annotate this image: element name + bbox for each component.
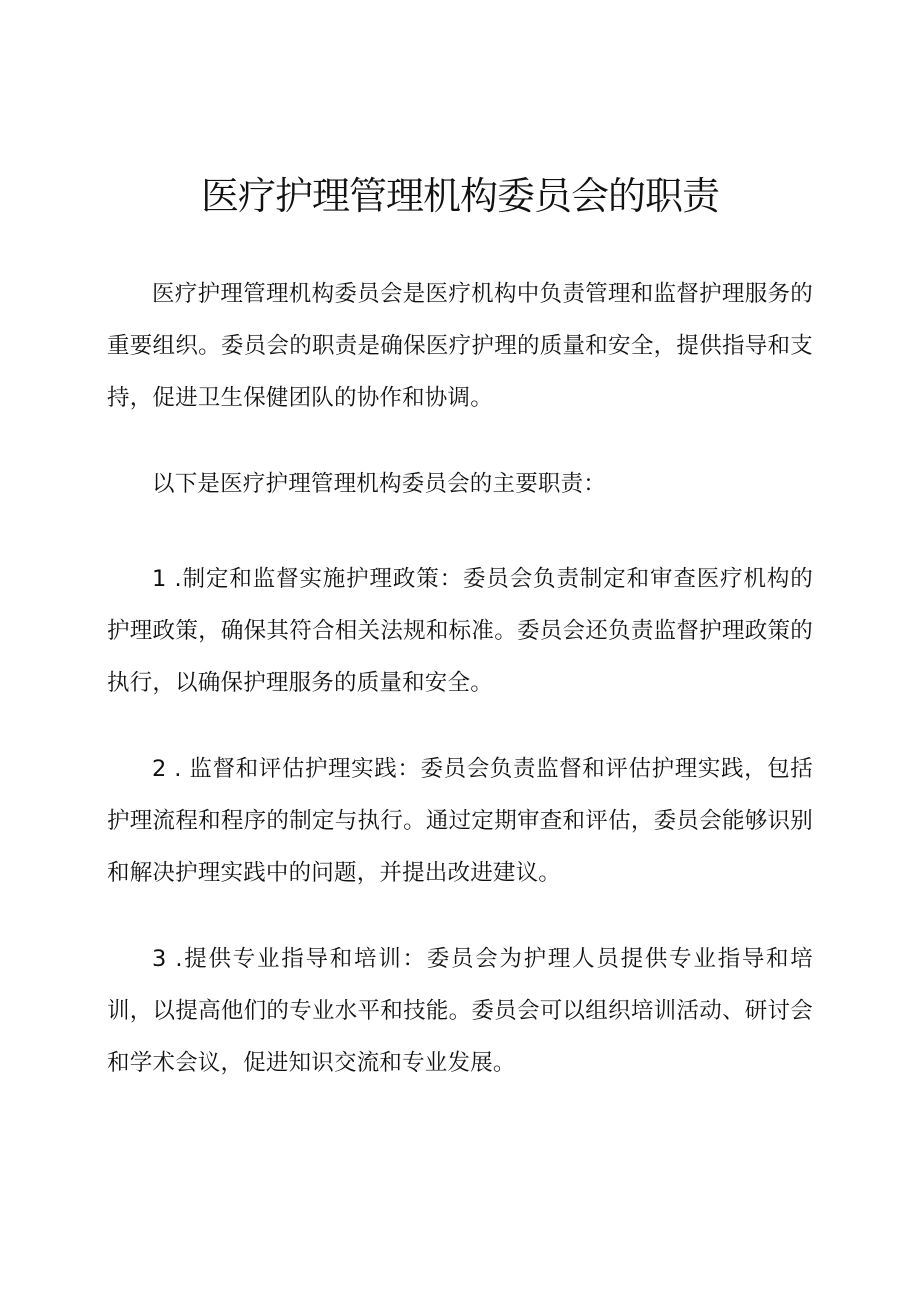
page-title: 医疗护理管理机构委员会的职责 [200,174,719,218]
list-item-1: 1 .制定和监督实施护理政策：委员会负责制定和审查医疗机构的护理政策，确保其符合相关法规和标准。委员会还负责监督护理政策的执行，以确保护理服务的质量和安全。 [107,566,813,696]
list-item-3: 3 .提供专业指导和培训：委员会为护理人员提供专业指导和培训，以提高他们的专业水平和技能。委员会可以组织培训活动、研讨会和学术会议，促进知识交流和专业发展。 [107,946,813,1076]
intro-paragraph: 医疗护理管理机构委员会是医疗机构中负责管理和监督护理服务的重要组织。委员会的职责是确保医疗护理的质量和安全，提供指导和支持，促进卫生保健团队的协作和协调。 [107,281,813,411]
lead-paragraph: 以下是医疗护理管理机构委员会的主要职责： [152,471,607,497]
list-item-2: 2 . 监督和评估护理实践：委员会负责监督和评估护理实践，包括护理流程和程序的制定与执行。通过定期审查和评估，委员会能够识别和解决护理实践中的问题，并提出改进建议。 [107,756,813,886]
